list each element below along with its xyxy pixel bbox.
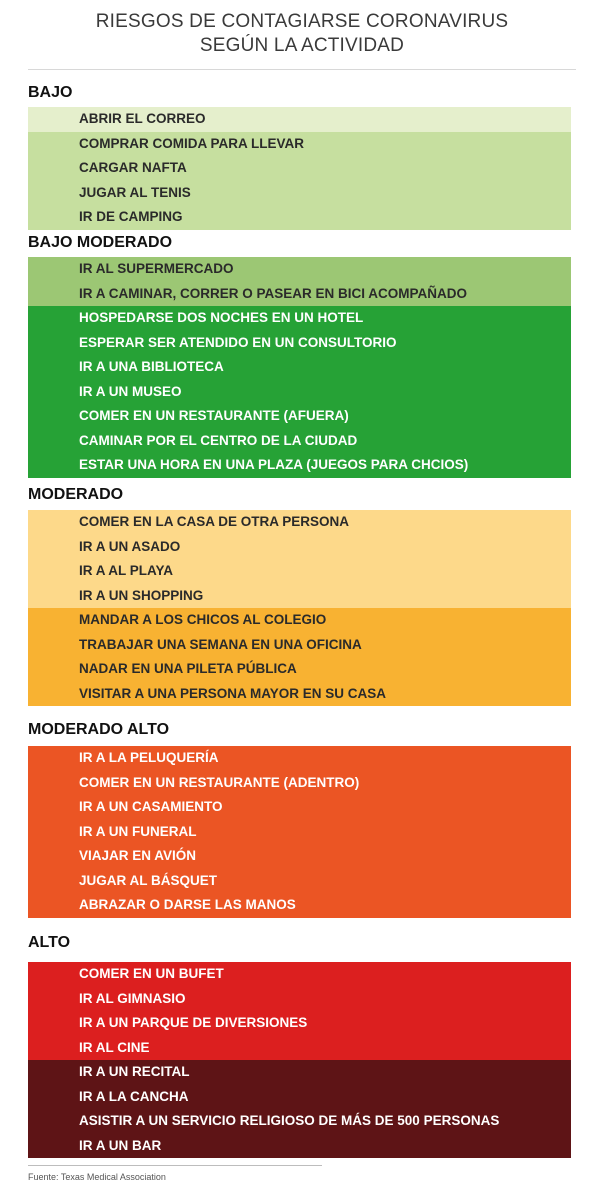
activity-row: IR DE CAMPING	[28, 205, 571, 230]
activity-row: ASISTIR A UN SERVICIO RELIGIOSO DE MÁS DE 500 PERSONAS	[28, 1109, 571, 1134]
activity-row: IR AL SUPERMERCADO	[28, 257, 571, 282]
activity-row: ESPERAR SER ATENDIDO EN UN CONSULTORIO	[28, 331, 571, 356]
activity-row: IR A UN SHOPPING	[28, 584, 571, 609]
activity-row: IR A CAMINAR, CORRER O PASEAR EN BICI ACOMPAÑADO	[28, 282, 571, 307]
activity-row: COMPRAR COMIDA PARA LLEVAR	[28, 132, 571, 157]
activity-row: IR AL GIMNASIO	[28, 987, 571, 1012]
title-divider	[28, 69, 576, 70]
activity-row: IR A UN PARQUE DE DIVERSIONES	[28, 1011, 571, 1036]
activity-row: COMER EN UN RESTAURANTE (AFUERA)	[28, 404, 571, 429]
category-heading-moderado: MODERADO	[28, 486, 124, 503]
activity-row: IR A LA CANCHA	[28, 1085, 571, 1110]
source-note: Fuente: Texas Medical Association	[28, 1172, 166, 1182]
source-divider	[28, 1165, 322, 1166]
risk-block-moderado	[28, 510, 571, 706]
activity-row: VISITAR A UNA PERSONA MAYOR EN SU CASA	[28, 682, 571, 707]
activity-row: TRABAJAR UNA SEMANA EN UNA OFICINA	[28, 633, 571, 658]
activity-row: ESTAR UNA HORA EN UNA PLAZA (JUEGOS PARA CHCIOS)	[28, 453, 571, 478]
activity-row: IR A UN ASADO	[28, 535, 571, 560]
activity-row: IR A UN BAR	[28, 1134, 571, 1159]
activity-row: COMER EN LA CASA DE OTRA PERSONA	[28, 510, 571, 535]
activity-row: JUGAR AL TENIS	[28, 181, 571, 206]
category-heading-moderado-alto: MODERADO ALTO	[28, 721, 170, 738]
activity-row: COMER EN UN BUFET	[28, 962, 571, 987]
activity-row: VIAJAR EN AVIÓN	[28, 844, 571, 869]
risk-block-bajo	[28, 107, 571, 230]
activity-row: ABRIR EL CORREO	[28, 107, 571, 132]
activity-row: CAMINAR POR EL CENTRO DE LA CIUDAD	[28, 429, 571, 454]
activity-row: IR A UN CASAMIENTO	[28, 795, 571, 820]
activity-row: IR A UN MUSEO	[28, 380, 571, 405]
category-heading-bajo-moderado: BAJO MODERADO	[28, 234, 173, 251]
activity-row: MANDAR A LOS CHICOS AL COLEGIO	[28, 608, 571, 633]
category-heading-bajo: BAJO	[28, 84, 73, 101]
activity-row: IR A LA PELUQUERÍA	[28, 746, 571, 771]
risk-block-moderado-alto	[28, 746, 571, 918]
activity-row: IR A UNA BIBLIOTECA	[28, 355, 571, 380]
page-title	[0, 10, 604, 58]
activity-row: IR A UN FUNERAL	[28, 820, 571, 845]
activity-row: COMER EN UN RESTAURANTE (ADENTRO)	[28, 771, 571, 796]
activity-row: JUGAR AL BÁSQUET	[28, 869, 571, 894]
title-line-1: RIESGOS DE CONTAGIARSE CORONAVIRUS	[95, 11, 509, 32]
activity-row: ABRAZAR O DARSE LAS MANOS	[28, 893, 571, 918]
activity-row: IR A AL PLAYA	[28, 559, 571, 584]
category-heading-alto: ALTO	[28, 934, 71, 951]
activity-row: HOSPEDARSE DOS NOCHES EN UN HOTEL	[28, 306, 571, 331]
activity-row: IR AL CINE	[28, 1036, 571, 1061]
activity-row: IR A UN RECITAL	[28, 1060, 571, 1085]
risk-block-bajo-moderado	[28, 257, 571, 478]
activity-row: NADAR EN UNA PILETA PÚBLICA	[28, 657, 571, 682]
title-line-2: SEGÚN LA ACTIVIDAD	[199, 35, 405, 56]
risk-block-alto	[28, 962, 571, 1158]
activity-row: CARGAR NAFTA	[28, 156, 571, 181]
